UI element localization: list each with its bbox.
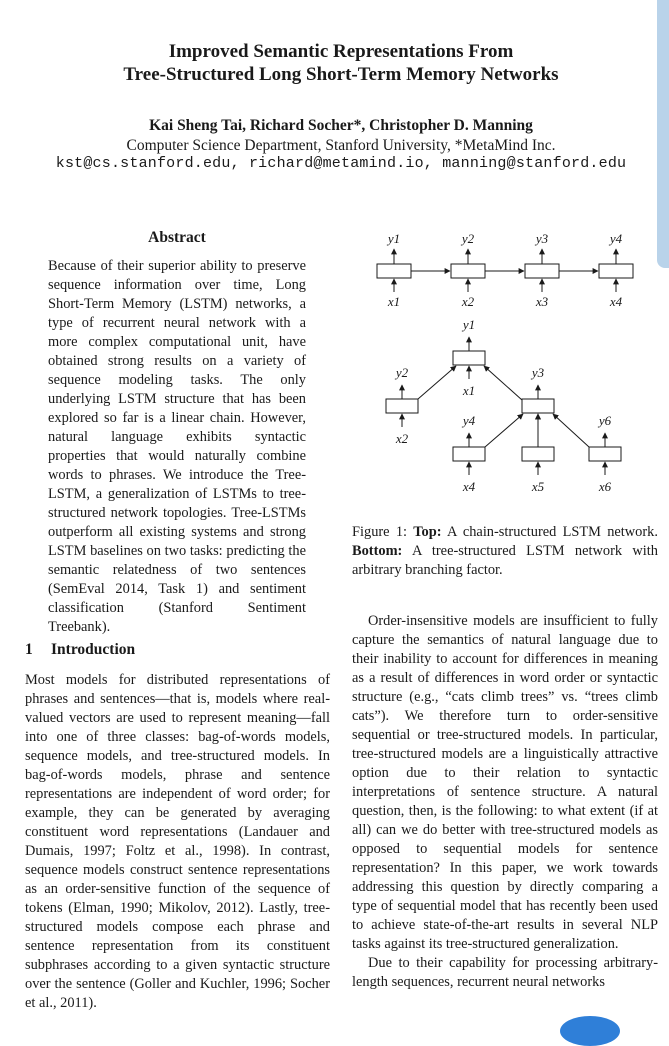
tree-y1: y1 <box>462 317 476 332</box>
tree-x5: x5 <box>531 479 545 494</box>
caption-top-label: Top: <box>413 524 442 540</box>
intro-right-paragraph-1: Order-insensitive models are insufficient to fully capture the semantics of natural language due to their inability to account for differences in meaning as a result of differences in word order or syntactic structure (e.g., “cats climb trees” vs. “trees climb cats”). We therefore turn to order-sensitive sequential or tree-structured models. In particular, tree-structured models are a linguistically attractive option due to their relation to syntactic interpretations of sentence structure. A natural question, then, is the following: to what extent (if at all) can we do better with tree-structured models as opposed to sequential models for sentence representation? In this paper, we work towards addressing this question by directly comparing a type of sequential model that has recently been used to achieve state-of-the-art results in several NLP tasks against its tree-structured generalization. <box>352 613 658 952</box>
tree-y4: y4 <box>462 413 476 428</box>
tree-node-mid <box>522 399 554 413</box>
chain-node-1 <box>377 264 411 278</box>
tree-x6: x6 <box>598 479 612 494</box>
tree-node-root <box>453 351 485 365</box>
figure-1 <box>360 228 650 498</box>
tree-edge-leaf6-mid <box>553 414 589 447</box>
email-list: kst@cs.stanford.edu, richard@metamind.io, manning@stanford.edu <box>55 155 627 172</box>
tree-y3: y3 <box>531 365 545 380</box>
chain-x2: x2 <box>461 294 475 309</box>
figure-caption <box>352 523 658 580</box>
caption-bottom-text: A tree-structured LSTM network with arbitrary branching factor. <box>352 543 658 578</box>
caption-top-text: A chain-structured LSTM network. <box>447 524 658 540</box>
title-line-1: Improved Semantic Representations From <box>168 41 514 62</box>
intro-left-column: Most models for distributed representations of phrases and sentences—that is, models where real-valued vectors are used to represent meaning—fall into one of three classes: bag-of-words models, sequence models, and tree-structured models. In bag-of-words models, phrase and sentence representations are independent of word order; for example, they can be generated by averaging constituent word representations (Landauer and Dumais, 1997; Foltz et al., 1998). In contrast, sequence models construct sentence representations as an order-sensitive function of the sequence of tokens (Elman, 1990; Mikolov, 2012). Lastly, tree-structured models compose each phrase and sentence representation from its constituent subphrases according to a given syntactic structure over the sentence (Goller and Kuchler, 1996; Socher et al., 2011). <box>25 672 330 1011</box>
tree-edge-left-root <box>418 366 456 399</box>
chain-lstm-diagram <box>377 231 633 309</box>
tree-lstm-diagram <box>386 317 621 494</box>
intro-right-paragraph-2: Due to their capability for processing arbitrary-length sequences, recurrent neural networks <box>352 955 658 990</box>
tree-edge-mid-root <box>484 366 522 400</box>
scrollbar-tab[interactable] <box>657 0 669 268</box>
section-heading-introduction <box>25 641 135 659</box>
title-line-2: Tree-Structured Long Short-Term Memory Networks <box>123 64 559 85</box>
abstract-text: Because of their superior ability to preserve sequence information over time, Long Short-Term Memory (LSTM) networks, a type of recurrent neural network with a more complex computational unit, have obtained strong results on a variety of sequence modeling tasks. The only underlying LSTM structure that has been explored so far is a linear chain. However, natural language exhibits syntactic properties that would naturally combine words to phrases. We introduce the Tree-LSTM, a generalization of LSTMs to tree-structured network topologies. Tree-LSTMs outperform all existing systems and strong LSTM baselines on two tasks: predicting the semantic relatedness of two sentences (SemEval 2014, Task 1) and sentiment classification (Stanford Sentiment Treebank). <box>48 258 306 635</box>
floating-action-button[interactable] <box>560 1016 620 1046</box>
tree-node-leaf-5 <box>522 447 554 461</box>
abstract-heading: Abstract <box>148 229 206 246</box>
chain-y1: y1 <box>387 231 401 246</box>
intro-right-column <box>352 612 658 992</box>
affiliation: Computer Science Department, Stanford University, *MetaMind Inc. <box>126 137 556 154</box>
chain-node-3 <box>525 264 559 278</box>
tree-x4: x4 <box>462 479 476 494</box>
tree-node-leaf-6 <box>589 447 621 461</box>
chain-x4: x4 <box>609 294 623 309</box>
section-number: 1 <box>25 641 33 658</box>
chain-y4: y4 <box>609 231 623 246</box>
author-list: Kai Sheng Tai, Richard Socher*, Christopher D. Manning <box>149 117 533 134</box>
tree-x2: x2 <box>395 431 409 446</box>
paper-title <box>0 40 669 86</box>
chain-y2: y2 <box>461 231 475 246</box>
tree-node-leaf-4 <box>453 447 485 461</box>
chain-x1: x1 <box>387 294 401 309</box>
chain-y3: y3 <box>535 231 549 246</box>
tree-node-left <box>386 399 418 413</box>
tree-y6: y6 <box>598 413 612 428</box>
chain-node-4 <box>599 264 633 278</box>
tree-y2: y2 <box>395 365 409 380</box>
caption-bottom-label: Bottom: <box>352 543 403 559</box>
section-title: Introduction <box>51 641 136 658</box>
chain-node-2 <box>451 264 485 278</box>
caption-label: Figure 1: <box>352 524 408 540</box>
tree-edge-leaf4-mid <box>485 414 523 447</box>
tree-x1: x1 <box>462 383 476 398</box>
chain-x3: x3 <box>535 294 549 309</box>
